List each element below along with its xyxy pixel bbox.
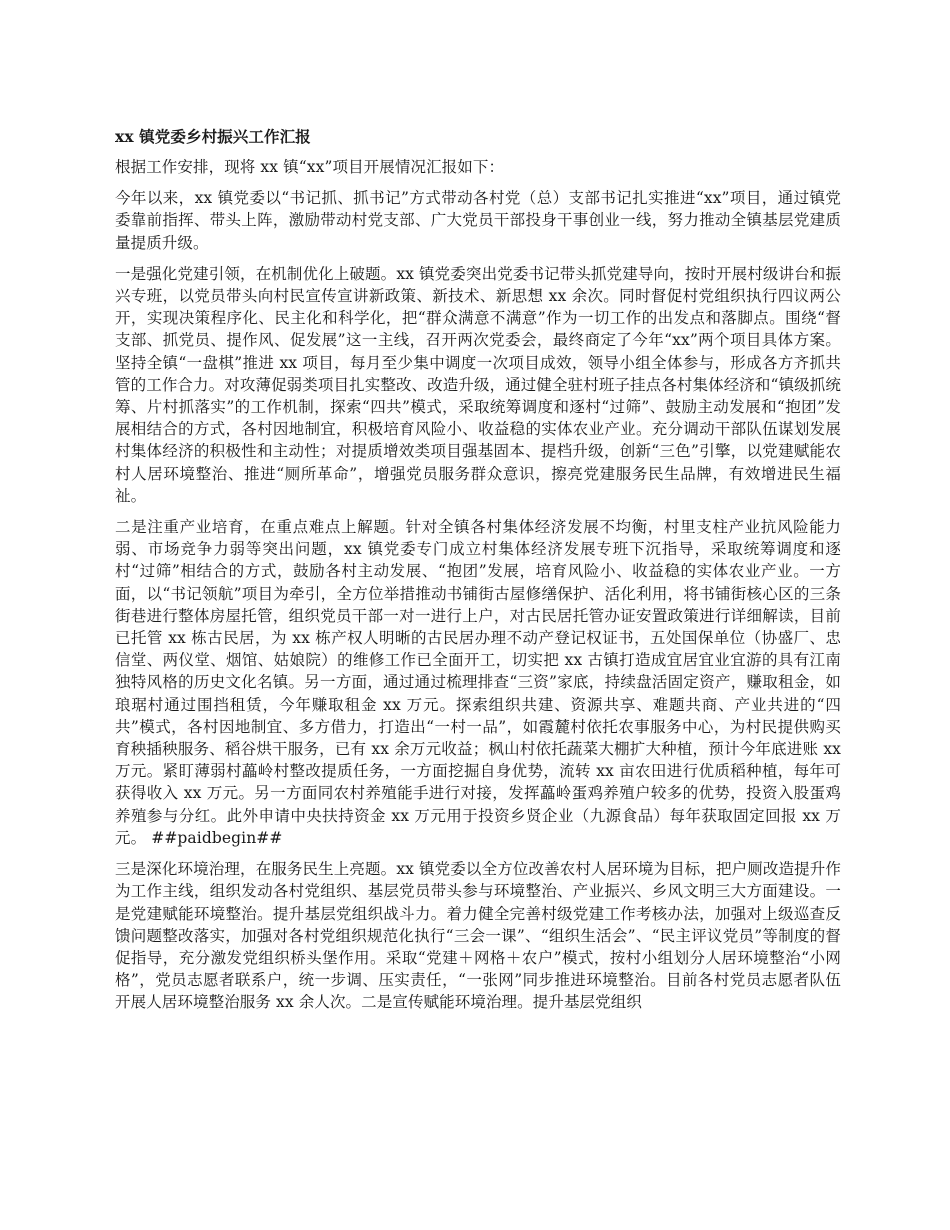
document-page <box>115 126 841 1023</box>
paragraph-point-three: 三是深化环境治理，在服务民生上亮题。xx 镇党委以全方位改善农村人居环境为目标，把户厕改造提升作为工作主线，组织发动各村党组织、基层党员带头参与环境整治、产业振兴、乡风文明三大方面建设。一是党建赋能环境整治。提升基层党组织战斗力。着力健全完善村级党建工作考核办法，加强对上级巡查反馈问题整改落实，加强对各村党组织规范化执行“三会一课”、“组织生活会”、“民主评议党员”等制度的督促指导，充分激发党组织桥头堡作用。采取“党建＋网格＋农户”模式，按村小组划分人居环境整治“小网格”，党员志愿者联系户，统一步调、压实责任，“一张网”同步推进环境整治。目前各村党员志愿者队伍开展人居环境整治服务 xx 余人次。二是宣传赋能环境治理。提升基层党组织 <box>115 860 841 1012</box>
paragraph-overview: 今年以来，xx 镇党委以“书记抓、抓书记”方式带动各村党（总）支部书记扎实推进“xx”项目，通过镇党委靠前指挥、带头上阵，激励带动村党支部、广大党员干部投身干事创业一线，努力推动全镇基层党建质量提质升级。 <box>115 189 841 252</box>
paragraph-point-one: 一是强化党建引领，在机制优化上破题。xx 镇党委突出党委书记带头抓党建导向，按时开展村级讲台和振兴专班，以党员带头向村民宣传宣讲新政策、新技术、新思想 xx 余次。同时督促村党组织执行四议两公开，实现决策程序化、民主化和科学化，把“群众满意不满意”作为一切工作的出发点和落脚点。围绕“督支部、抓党员、提作风、促发展”这一主线，召开两次党委会，最终商定了今年“xx”两个项目具体方案。坚持全镇“一盘棋”推进 xx 项目，每月至少集中调度一次项目成效，领导小组全体参与，形成各方齐抓共管的工作合力。对攻薄促弱类项目扎实整改、改造升级，通过健全驻村班子挂点各村集体经济和“镇级抓统筹、片村抓落实”的工作机制，探索“四共”模式，采取统筹调度和逐村“过筛”、鼓励主动发展和“抱团”发展相结合的方式，各村因地制宜，积极培育风险小、收益稳的实体农业产业。充分调动干部队伍谋划发展村集体经济的积极性和主动性；对提质增效类项目强基固本、提档升级，创新“三色”引擎，以党建赋能农村人居环境整治、推进“厕所革命”，增强党员服务群众意识，擦亮党建服务民生品牌，有效增进民生福祉。 <box>115 264 841 505</box>
document-title: xx 镇党委乡村振兴工作汇报 <box>115 127 311 146</box>
paragraph-point-two: 二是注重产业培育，在重点难点上解题。针对全镇各村集体经济发展不均衡，村里支柱产业抗风险能力弱、市场竞争力弱等突出问题，xx 镇党委专门成立村集体经济发展专班下沉指导，采取统筹调度和逐村“过筛”相结合的方式，鼓励各村主动发展、“抱团”发展，培育风险小、收益稳的实体农业产业。一方面，以“书记领航”项目为牵引，全方位举措推动书铺街古屋修缮保护、活化利用，将书铺街核心区的三条街巷进行整体房屋托管，组织党员干部一对一进行上户，对古民居托管办证安置政策进行详细解读，目前已托管 xx 栋古民居，为 xx 栋产权人明晰的古民居办理不动产登记权证书，五处国保单位（协盛厂、忠信堂、两仪堂、烟馆、姑娘院）的维修工作已全面开工，切实把 xx 古镇打造成宜居宜业宜游的具有江南独特风格的历史文化名镇。另一方面，通过通过梳理排查“三资”家底，持续盘活固定资产，赚取租金，如琅琚村通过围挡租赁，今年赚取租金 xx 万元。探索组织共建、资源共享、难题共商、产业共进的“四共”模式，各村因地制宜、多方借力，打造出“一村一品”，如霞麓村依托农事服务中心，为村民提供购买育秧插秧服务、稻谷烘干服务，已有 xx 余万元收益；枫山村依托蔬菜大棚扩大种植，预计今年底进账 xx 万元。紧盯薄弱村藟岭村整改提质任务，一方面挖掘自身优势，流转 xx 亩农田进行优质稻种植，每年可获得收入 xx 万元。另一方面同农村养殖能手进行对接，发挥藟岭蛋鸡养殖户较多的优势，投资入股蛋鸡养殖参与分红。此外申请中央扶持资金 xx 万元用于投资乡贤企业（九源食品）每年获取固定回报 xx 万元。 ##paidbegin## <box>115 518 841 847</box>
paragraph-intro: 根据工作安排，现将 xx 镇“xx”项目开展情况汇报如下： <box>115 158 505 176</box>
